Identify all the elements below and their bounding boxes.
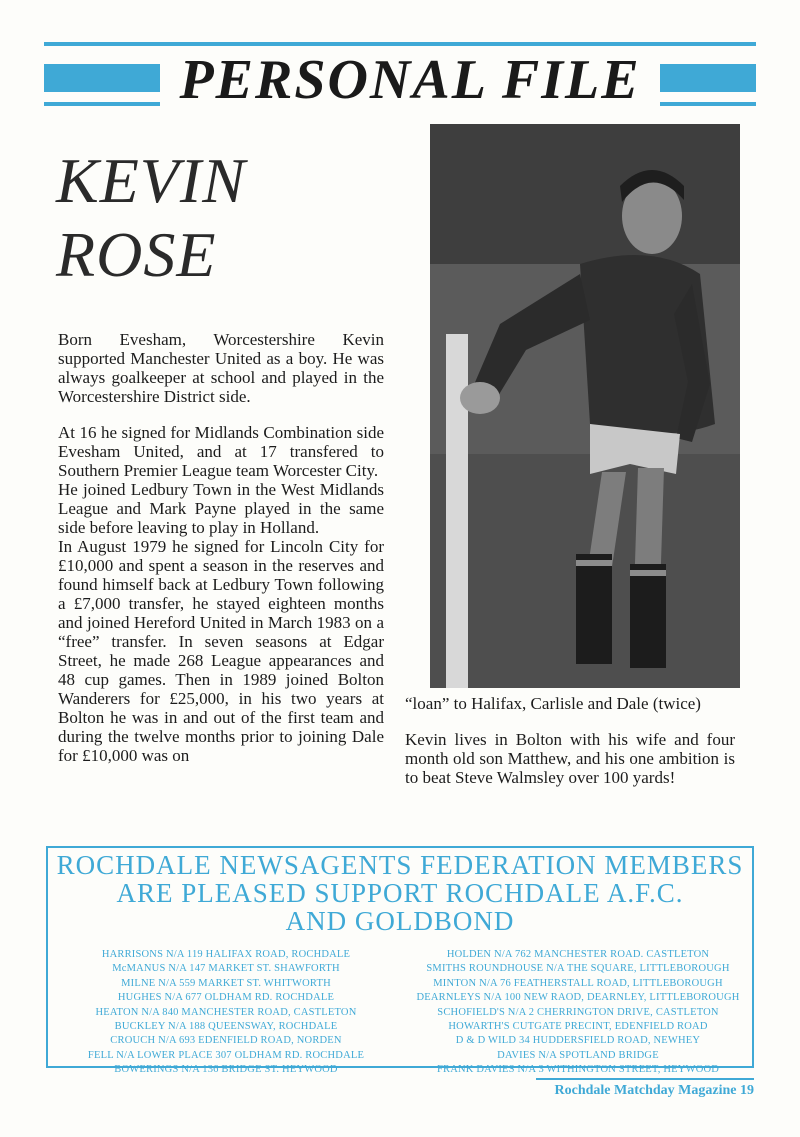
member-entry: BUCKLEY N/A 188 QUEENSWAY, ROCHDALE [114,1021,338,1033]
article-paragraph: At 16 he signed for Midlands Combination side Evesham United, and at 17 transfered to Southern Premier League team Worcester City. [58,423,384,480]
article-left-column [58,330,384,765]
member-entry: D & D WILD 34 HUDDERSFIELD ROAD, NEWHEY [455,1035,701,1047]
member-entry: DAVIES N/A SPOTLAND BRIDGE [497,1049,659,1061]
article-paragraph: In August 1979 he signed for Lincoln City for £10,000 and spent a season in the reserves and found himself back at Ledbury Town following a £7,000 transfer, he stayed eighteen months and joined Hereford United in March 1983 on a “free” transfer. In seven seasons at Edgar Street, he made 268 League appearances and 48 cup games. Then in 1989 joined Bolton Wanderers for £25,000, in his two years at Bolton he was in and out of the first team and during the twelve months prior to joining Dale for £10,000 was on [58,537,384,765]
section-title: PERSONAL FILE [160,52,660,108]
page-footer: Rochdale Matchday Magazine 19 [554,1083,754,1098]
advert-headline-line: AND GOLDBOND [285,906,515,936]
article-paragraph: He joined Ledbury Town in the West Midlands League and Mark Payne played in the same side before leaving to play in Holland. [58,480,384,537]
members-list-left [58,948,394,1078]
footer-rule [536,1078,754,1080]
article-right-column [405,694,735,787]
member-entry: MINTON N/A 76 FEATHERSTALL ROAD, LITTLEBOROUGH [433,977,723,989]
member-entry: SMITHS ROUNDHOUSE N/A THE SQUARE, LITTLEBOROUGH [426,963,730,975]
member-entry: FRANK DAVIES N/A 3 WITHINGTON STREET, HEYWOOD [436,1064,720,1076]
member-entry: SCHOFIELD'S N/A 2 CHERRINGTON DRIVE, CASTLETON [437,1006,719,1018]
member-entry: BOWERINGS N/A 136 BRIDGE ST. HEYWOOD [114,1064,338,1076]
members-list-right [408,948,748,1078]
goalkeeper-photo-graphic [430,124,740,688]
member-entry: HOLDEN N/A 762 MANCHESTER ROAD. CASTLETON [446,949,710,960]
member-entry: McMANUS N/A 147 MARKET ST. SHAWFORTH [112,963,340,975]
member-entry: HOWARTH'S CUTGATE PRECINT, EDENFIELD ROAD [448,1021,708,1033]
article-paragraph: Born Evesham, Worcestershire Kevin supported Manchester United as a boy. He was always goalkeeper at school and played in the Worcestershire District side. [58,330,384,406]
member-entry: HARRISONS N/A 119 HALIFAX ROAD, ROCHDALE [101,949,351,960]
article-paragraph: Kevin lives in Bolton with his wife and four month old son Matthew, and his one ambition is to beat Steve Walmsley over 100 yards! [405,730,735,787]
member-entry: HEATON N/A 840 MANCHESTER ROAD, CASTLETON [95,1006,357,1018]
member-entry: MILNE N/A 559 MARKET ST. WHITWORTH [121,977,331,989]
member-entry: CROUCH N/A 693 EDENFIELD ROAD, NORDEN [110,1035,342,1047]
newsagents-advert [46,846,754,1076]
member-entry: HUGHES N/A 677 OLDHAM RD. ROCHDALE [117,992,335,1004]
article-paragraph: “loan” to Halifax, Carlisle and Dale (twice) [405,694,701,713]
player-first-name: KEVIN [56,145,246,216]
player-photo [430,124,740,688]
advert-headline-line: ARE PLEASED SUPPORT ROCHDALE A.F.C. [116,878,684,908]
advert-headline-line: ROCHDALE NEWSAGENTS FEDERATION MEMBERS [56,850,744,880]
banner-top-rule [44,42,756,46]
player-last-name: ROSE [56,219,217,290]
member-entry: DEARNLEYS N/A 100 NEW RAOD, DEARNLEY, LITTLEBOROUGH [416,992,740,1004]
member-entry: FELL N/A LOWER PLACE 307 OLDHAM RD. ROCHDALE [87,1049,365,1061]
